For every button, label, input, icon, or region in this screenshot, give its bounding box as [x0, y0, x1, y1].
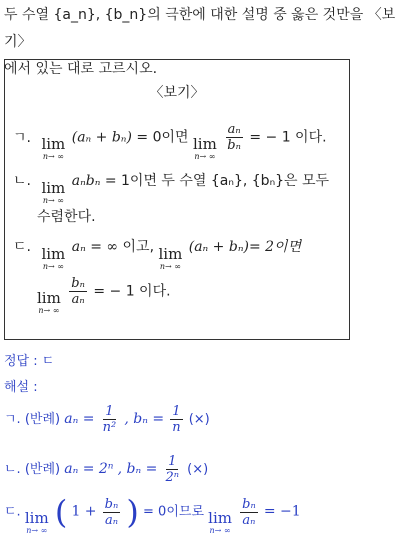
item-text: = 1이면 두 수열 {aₙ}, {bₙ}은 모두: [104, 173, 330, 189]
right-paren: ): [126, 493, 139, 531]
math-expr: aₙ = 2ⁿ: [64, 461, 114, 477]
counterexample-tag: (반례): [24, 412, 61, 427]
bogi-item-d: [13, 236, 301, 272]
limit-symbol: lim n→ ∞: [37, 289, 61, 316]
fraction: $\frac{1}{\text{2ⁿ}}$: [165, 454, 180, 485]
explain-label: 해설 :: [4, 380, 38, 395]
fraction: $\frac{1}{n}$: [172, 404, 181, 435]
math-expr: , bₙ =: [124, 411, 165, 427]
math-expr: (aₙ + bₙ)= 2이면: [188, 239, 302, 255]
question-line-2: 에서 있는 대로 고르시오.: [4, 61, 158, 77]
math-expr: = −1: [263, 503, 301, 520]
item-mark: ㄱ.: [13, 129, 31, 146]
fraction: $\frac{\text{bₙ}}{\text{aₙ}}$: [71, 276, 85, 307]
math-expr: aₙbₙ: [71, 173, 101, 189]
item-mark: ㄱ.: [4, 412, 21, 427]
left-paren: (: [54, 493, 68, 531]
fraction: $\frac{\text{bₙ}}{\text{aₙ}}$: [242, 496, 256, 528]
math-expr: 1 +: [71, 503, 97, 520]
answer-value: ㄷ: [41, 354, 55, 369]
bogi-item-g: [13, 122, 327, 162]
item-mark: ㄷ.: [4, 504, 21, 520]
math-expr: aₙ = ∞: [71, 239, 119, 255]
item-text: = 0이므로: [143, 504, 205, 520]
counterexample-tag: (반례): [24, 462, 61, 477]
bogi-box: [4, 59, 350, 340]
fraction: $\frac{\text{bₙ}}{\text{aₙ}}$: [104, 496, 119, 528]
answer-label: 정답 :: [4, 354, 38, 369]
item-mark: ㄷ.: [13, 239, 31, 255]
math-expr: , bₙ =: [117, 461, 158, 477]
math-expr: (aₙ + bₙ): [71, 129, 132, 146]
limit-symbol: lim n→ ∞: [41, 178, 66, 205]
limit-symbol: lim n→ ∞: [41, 244, 66, 271]
limit-symbol: lim n→ ∞: [193, 135, 217, 162]
bogi-item-n-cont: 수렴한다.: [37, 209, 96, 225]
bogi-item-d-cont: [37, 276, 171, 316]
solution-g: [4, 404, 210, 435]
question-line-1: 두 수열 {a_n}, {b_n}의 극한에 대한 설명 중 옳은 것만을 〈보기〉: [4, 7, 396, 50]
limit-symbol: lim n→ ∞: [208, 508, 232, 535]
item-mark: ㄴ.: [13, 173, 31, 189]
solution-d: [4, 493, 301, 536]
fraction: $\frac{\text{aₙ}}{\text{bₙ}}$: [227, 122, 241, 153]
item-text: = − 1 이다.: [249, 129, 327, 146]
item-text: 이고,: [122, 239, 155, 255]
item-text: = − 1 이다.: [93, 283, 171, 300]
bogi-item-n: [13, 170, 329, 206]
verdict: (×): [188, 412, 210, 427]
limit-symbol: lim n→ ∞: [41, 135, 66, 162]
item-text: = 0이면: [136, 129, 189, 146]
verdict: (×): [187, 462, 209, 477]
bogi-title: 〈보기〉: [149, 85, 205, 101]
solution-n: [4, 454, 208, 485]
limit-symbol: lim n→ ∞: [24, 508, 49, 535]
limit-symbol: lim n→ ∞: [158, 244, 183, 271]
answer-line: [4, 350, 54, 369]
fraction: $\frac{1}{\text{n²}}$: [102, 404, 117, 435]
math-expr: aₙ =: [64, 411, 95, 427]
item-mark: ㄴ.: [4, 462, 21, 477]
